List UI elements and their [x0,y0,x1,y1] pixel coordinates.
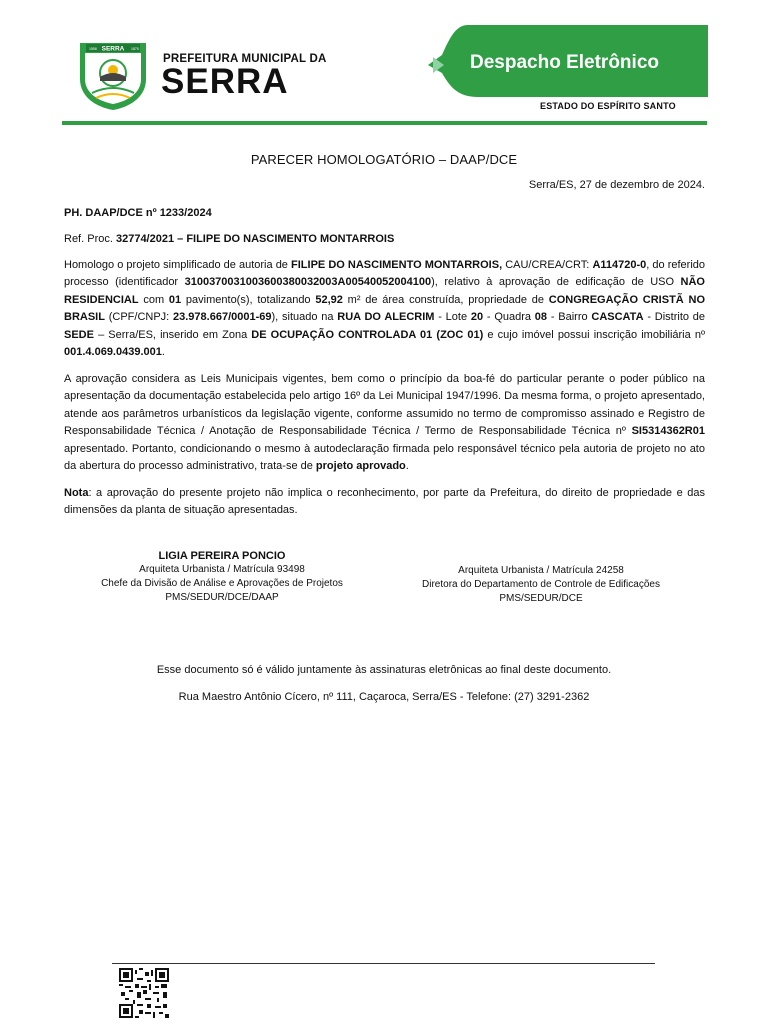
signature-right: Arquiteta Urbanista / Matrícula 24258 Diretora do Departamento de Controle de Edificações PMS/SEDUR/DCE [422,565,660,604]
address-line: Rua Maestro Antônio Cícero, nº 111, Caçaroca, Serra/ES - Telefone: (27) 3291-2362 [178,691,590,703]
banner-title: Despacho Eletrônico [470,52,659,73]
validity-notice: Esse documento só é válido juntamente às assinaturas eletrônicas ao final deste documento. [156,664,612,676]
crest-ribbon-text: SERRA [101,45,125,53]
reference-line: Ref. Proc. 32774/2021 – FILIPE DO NASCIMENTO MONTARROIS [64,233,395,245]
header-divider [62,121,707,125]
signature-left: LIGIA PEREIRA PONCIO Arquiteta Urbanista / Matrícula 93498 Chefe da Divisão de Análise e Aprovações de Projetos PMS/SEDUR/DCE/DAAP [101,550,343,603]
paragraph-note: Nota: a aprovação do presente projeto não implica o reconhecimento, por parte da Prefeitura, do direito de propriedade e das dimensões da planta de situação apresentadas. [64,487,705,517]
svg-text:1875: 1875 [131,47,139,51]
prefeitura-label: PREFEITURA MUNICIPAL DA [163,53,327,65]
qr-code-icon [119,968,169,1018]
paragraph-homologation: Homologo o projeto simplificado de autoria de FILIPE DO NASCIMENTO MONTARROIS, CAU/CREA/CRT: A114720-0, do referido processo (identificador 310037003100360038003200​3A00540052004100), relativo à aprovação de edificação de USO NÃO RESIDENCIAL com 01 pavimento(s), totalizando 52,92 m² de área construída, propriedade de CONGREGAÇÃO CRISTÃ NO BRASIL (CPF/CNPJ: 23.978.667/0001-69), situado na RUA DO ALECRIM - Lote 20 - Quadra 08 - Bairro CASCATA - Distrito de SEDE – Serra/ES, inserido em Zona DE OCUPAÇÃO CONTROLADA 01 (ZOC 01) e cujo imóvel possui inscrição imobiliária nº 001.4.069.0439.001. [64,259,706,359]
svg-text:1556: 1556 [89,47,97,51]
date-line: Serra/ES, 27 de dezembro de 2024. [528,179,705,191]
ph-number: PH. DAAP/DCE nº 1233/2024 [64,207,212,219]
paragraph-approval: A aprovação considera as Leis Municipais vigentes, bem como o princípio da boa-fé do particular perante o poder público na apresentação da documentação estabelecida pelo artigo 16º da Lei Municipal 1947/1996. Da mesma forma, o projeto apresentado, atende aos parâmetros urbanísticos da legislação vigente, conforme assumido no termo de compromisso assinado e Registro de Responsabilidade Técnica / Anotação de Responsabilidade Técnica / Termo de Responsabilidade Técnica nº SI5314362R01 apresentado. Portanto, condicionando o mesmo à autodeclaração firmada pelo responsável técnico pela autoria de projeto no ato da abertura do processo administrativo, trata-se de projeto aprovado. [64,373,705,473]
municipal-crest-logo [76,41,150,111]
city-name: SERRA [161,62,289,101]
state-label: ESTADO DO ESPÍRITO SANTO [540,101,676,111]
bottom-divider [112,963,655,964]
document-title: PARECER HOMOLOGATÓRIO – DAAP/DCE [250,152,518,167]
